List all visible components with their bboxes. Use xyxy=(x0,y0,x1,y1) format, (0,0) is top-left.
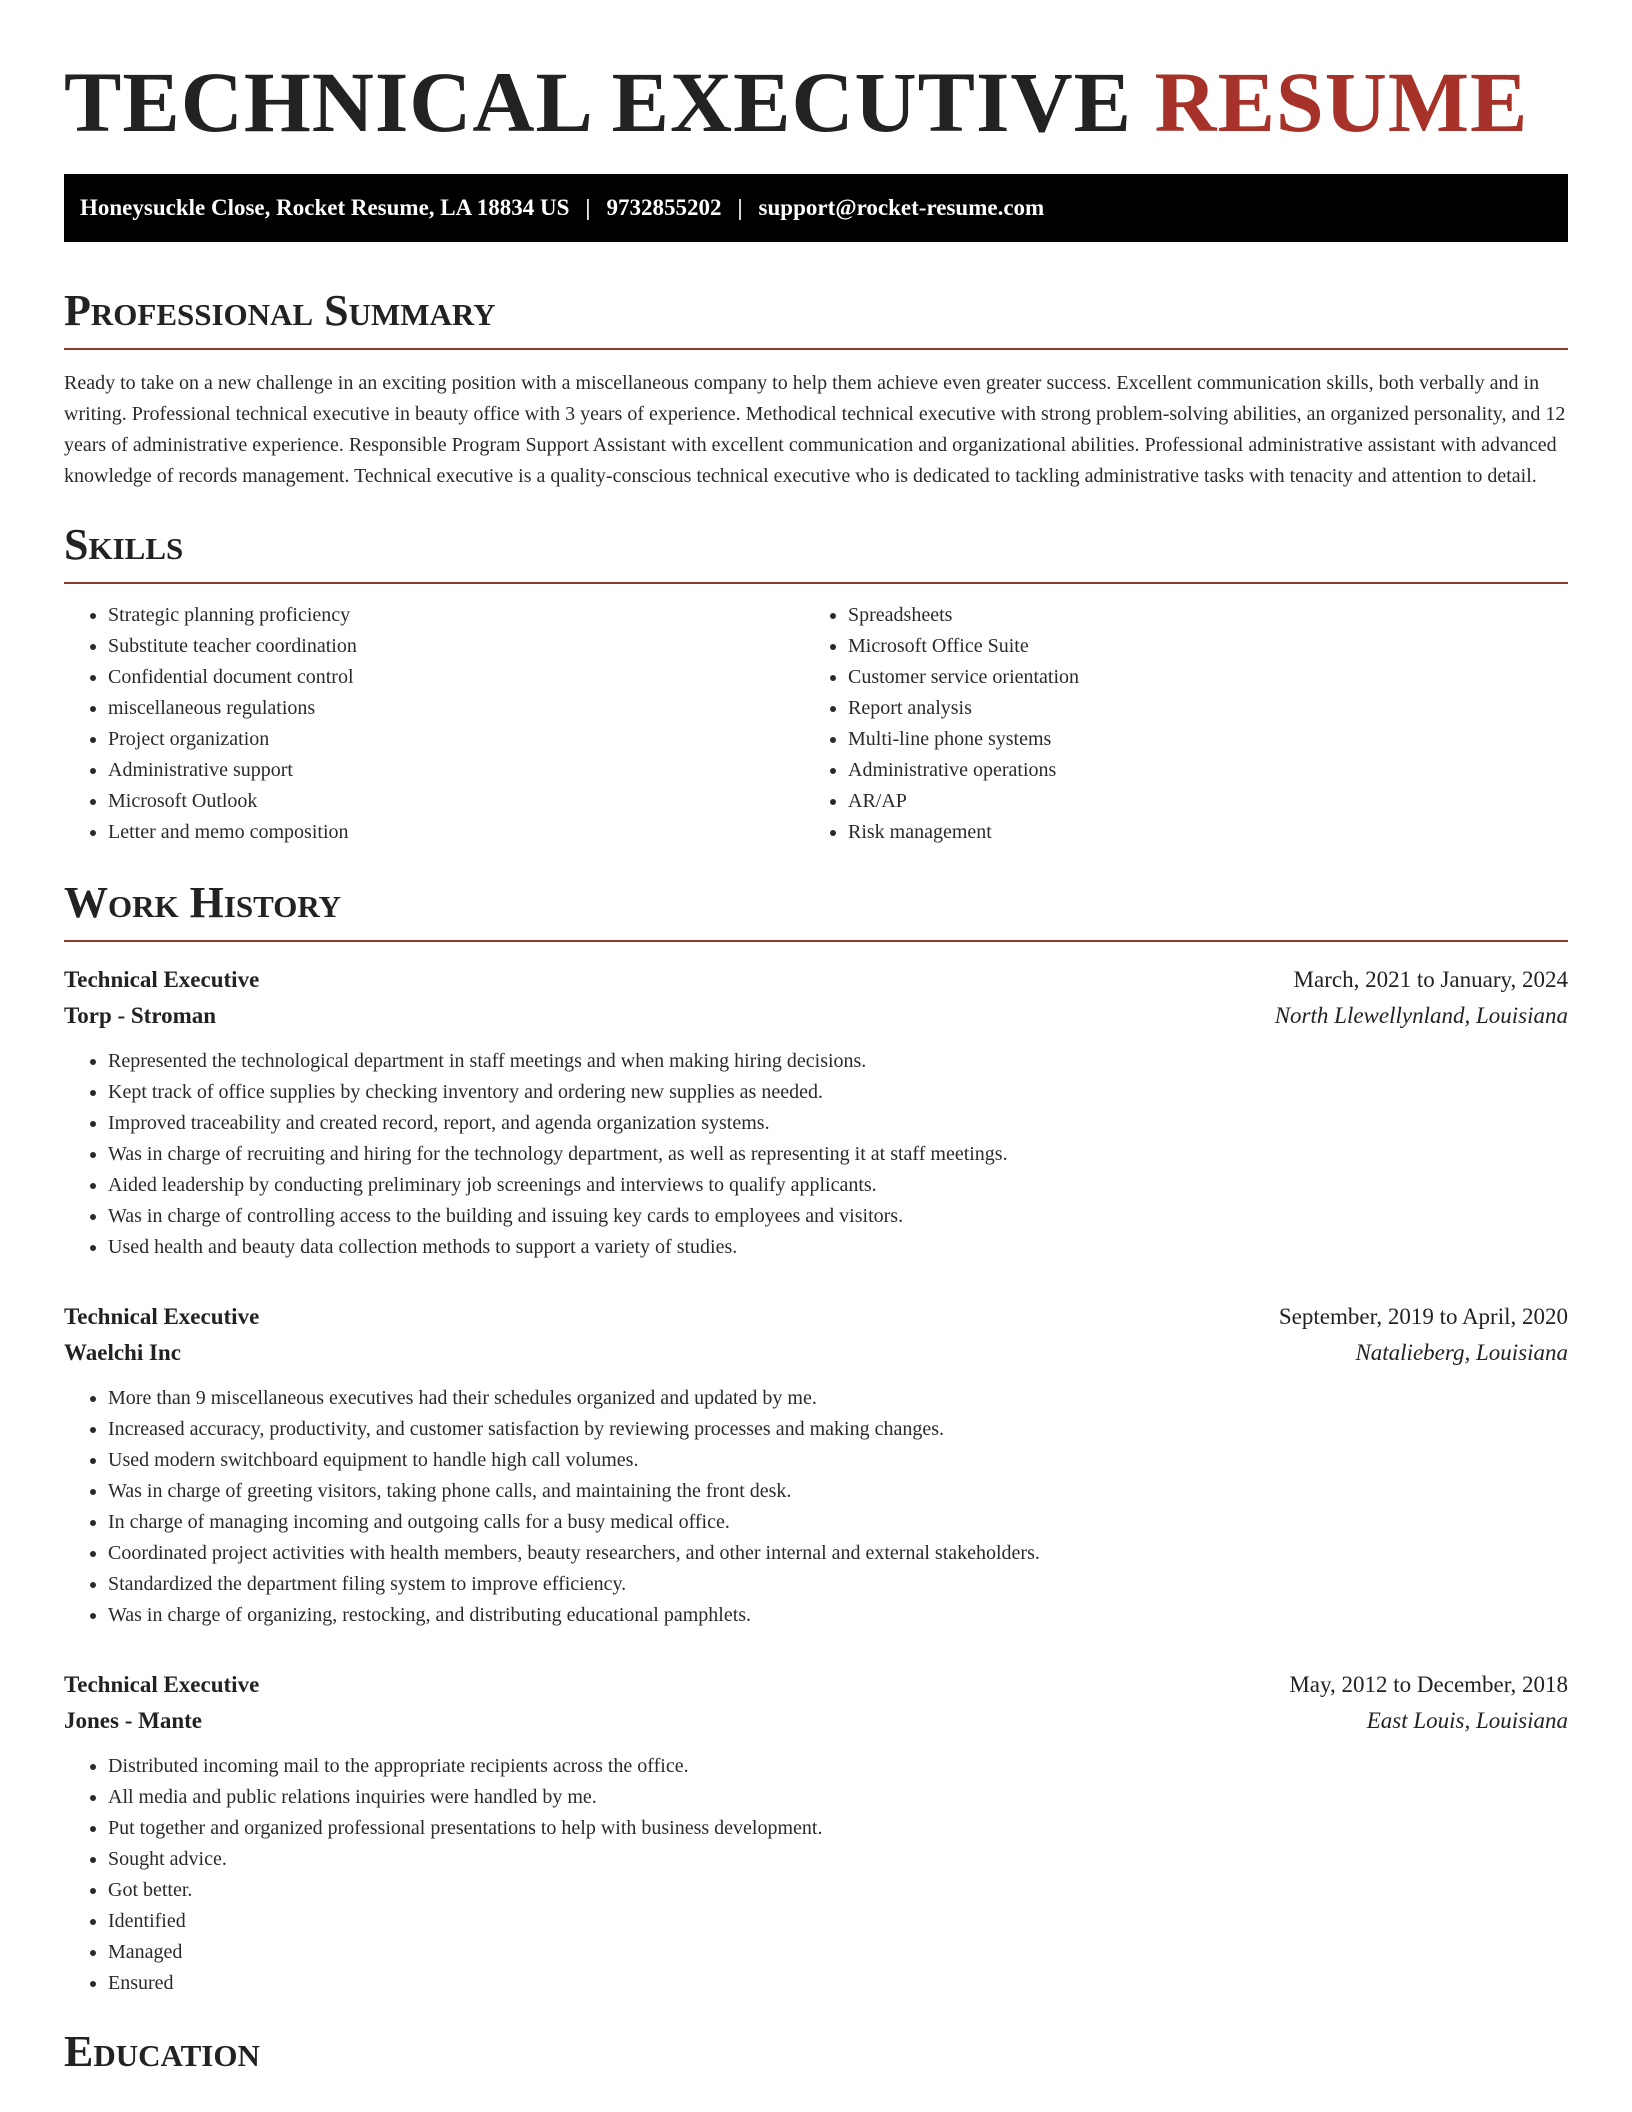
job-duty: • Sought advice. xyxy=(108,1844,1568,1875)
skills-list-right xyxy=(804,600,1544,848)
job-header-row xyxy=(64,962,1568,998)
skill-item: • miscellaneous regulations xyxy=(108,693,804,724)
job-duty: • Used modern switchboard equipment to handle high call volumes. xyxy=(108,1445,1568,1476)
skill-item: • Customer service orientation xyxy=(848,662,1544,693)
skill-item: • Strategic planning proficiency xyxy=(108,600,804,631)
job-title: Technical Executive xyxy=(64,1672,260,1697)
job-company: Torp - Stroman xyxy=(64,1003,217,1028)
job-company: Jones - Mante xyxy=(64,1708,202,1733)
skills-columns xyxy=(64,600,1568,848)
skill-item: • Risk management xyxy=(848,817,1544,848)
job-header-row xyxy=(64,1667,1568,1703)
skill-item: • Microsoft Office Suite xyxy=(848,631,1544,662)
section-divider xyxy=(64,348,1568,350)
job-header-row xyxy=(64,1299,1568,1335)
job-duty: • More than 9 miscellaneous executives had their schedules organized and updated by me. xyxy=(108,1383,1568,1414)
education-heading: Education xyxy=(64,2027,260,2076)
job-duty: • Used health and beauty data collection methods to support a variety of studies. xyxy=(108,1232,1568,1263)
job-dates: September, 2019 to April, 2020 xyxy=(1278,1304,1568,1329)
skill-item: • Spreadsheets xyxy=(848,600,1544,631)
job-duty: • Got better. xyxy=(108,1875,1568,1906)
summary-text: Ready to take on a new challenge in an exciting position with a miscellaneous company to help them achieve even greater success. Excellent communication skills, both verbally and in writing. Professional technical executive in beauty office with 3 years of experience. Methodical technical executive with strong problem-solving abilities, an organized personality, and 12 years of administrative experience. Responsible Program Support Assistant with excellent communication and organizational abilities. Professional administrative assistant with advanced knowledge of records management. Technical executive is a quality-conscious technical executive who is dedicated to tackling administrative tasks with tenacity and attention to detail. xyxy=(64,372,1566,487)
skill-item: • Administrative operations xyxy=(848,755,1544,786)
job-entry xyxy=(64,1667,1568,1999)
job-title: Technical Executive xyxy=(64,1304,260,1329)
job-duty: • Was in charge of controlling access to the building and issuing key cards to employees and visitors. xyxy=(108,1201,1568,1232)
section-divider xyxy=(64,940,1568,942)
summary-section xyxy=(64,286,1568,492)
contact-bar xyxy=(64,174,1568,242)
skill-item: • Substitute teacher coordination xyxy=(108,631,804,662)
job-duties xyxy=(64,1383,1568,1631)
job-duty: • Distributed incoming mail to the appropriate recipients across the office. xyxy=(108,1751,1568,1782)
work-history-section xyxy=(64,878,1568,1999)
job-duty: • Aided leadership by conducting preliminary job screenings and interviews to qualify applicants. xyxy=(108,1170,1568,1201)
job-duty: • Was in charge of organizing, restocking, and distributing educational pamphlets. xyxy=(108,1600,1568,1631)
contact-separator: | xyxy=(585,195,591,220)
job-duty: • Managed xyxy=(108,1937,1568,1968)
work-history-heading: Work History xyxy=(64,878,342,927)
job-company: Waelchi Inc xyxy=(64,1340,181,1365)
title-accent: RESUME xyxy=(1154,54,1529,150)
job-location: East Louis, Louisiana xyxy=(1366,1708,1568,1733)
job-company-row xyxy=(64,1335,1568,1371)
skill-item: • Letter and memo composition xyxy=(108,817,804,848)
resume-title xyxy=(64,0,1568,152)
contact-separator: | xyxy=(737,195,743,220)
job-company-row xyxy=(64,1703,1568,1739)
job-duty: • Represented the technological department in staff meetings and when making hiring decisions. xyxy=(108,1046,1568,1077)
skill-item: • Confidential document control xyxy=(108,662,804,693)
skill-item: • Report analysis xyxy=(848,693,1544,724)
summary-heading: Professional Summary xyxy=(64,286,496,335)
skills-heading: Skills xyxy=(64,520,184,569)
job-duties xyxy=(64,1046,1568,1263)
job-duty: • Increased accuracy, productivity, and customer satisfaction by reviewing processes and making changes. xyxy=(108,1414,1568,1445)
job-dates: March, 2021 to January, 2024 xyxy=(1293,967,1568,992)
job-title: Technical Executive xyxy=(64,967,260,992)
section-divider xyxy=(64,582,1568,584)
skills-list-left xyxy=(64,600,804,848)
skill-item: • Administrative support xyxy=(108,755,804,786)
job-duty: • In charge of managing incoming and outgoing calls for a busy medical office. xyxy=(108,1507,1568,1538)
education-section xyxy=(64,2027,1568,2077)
job-dates: May, 2012 to December, 2018 xyxy=(1289,1672,1568,1697)
job-location: North Llewellynland, Louisiana xyxy=(1274,1003,1568,1028)
job-duty: • Ensured xyxy=(108,1968,1568,1999)
skill-item: • AR/AP xyxy=(848,786,1544,817)
job-duties xyxy=(64,1751,1568,1999)
contact-address: Honeysuckle Close, Rocket Resume, LA 18834 US xyxy=(80,195,570,220)
contact-email[interactable]: support@rocket-resume.com xyxy=(758,195,1045,220)
contact-phone[interactable]: 9732855202 xyxy=(606,195,722,220)
job-duty: • Standardized the department filing system to improve efficiency. xyxy=(108,1569,1568,1600)
skill-item: • Microsoft Outlook xyxy=(108,786,804,817)
job-duty: • Kept track of office supplies by checking inventory and ordering new supplies as needed. xyxy=(108,1077,1568,1108)
job-duty: • Was in charge of recruiting and hiring for the technology department, as well as representing it at staff meetings. xyxy=(108,1139,1568,1170)
job-duty: • Identified xyxy=(108,1906,1568,1937)
job-duty: • Improved traceability and created record, report, and agenda organization systems. xyxy=(108,1108,1568,1139)
job-duty: • Coordinated project activities with health members, beauty researchers, and other internal and external stakeholders. xyxy=(108,1538,1568,1569)
job-duty: • Put together and organized professional presentations to help with business development. xyxy=(108,1813,1568,1844)
job-duty: • All media and public relations inquiries were handled by me. xyxy=(108,1782,1568,1813)
job-company-row xyxy=(64,998,1568,1034)
job-duty: • Was in charge of greeting visitors, taking phone calls, and maintaining the front desk. xyxy=(108,1476,1568,1507)
job-entry xyxy=(64,962,1568,1263)
job-location: Natalieberg, Louisiana xyxy=(1355,1340,1568,1365)
job-entry xyxy=(64,1299,1568,1631)
skills-section xyxy=(64,520,1568,848)
title-main: TECHNICAL EXECUTIVE xyxy=(64,54,1132,150)
skill-item: • Multi-line phone systems xyxy=(848,724,1544,755)
skill-item: • Project organization xyxy=(108,724,804,755)
